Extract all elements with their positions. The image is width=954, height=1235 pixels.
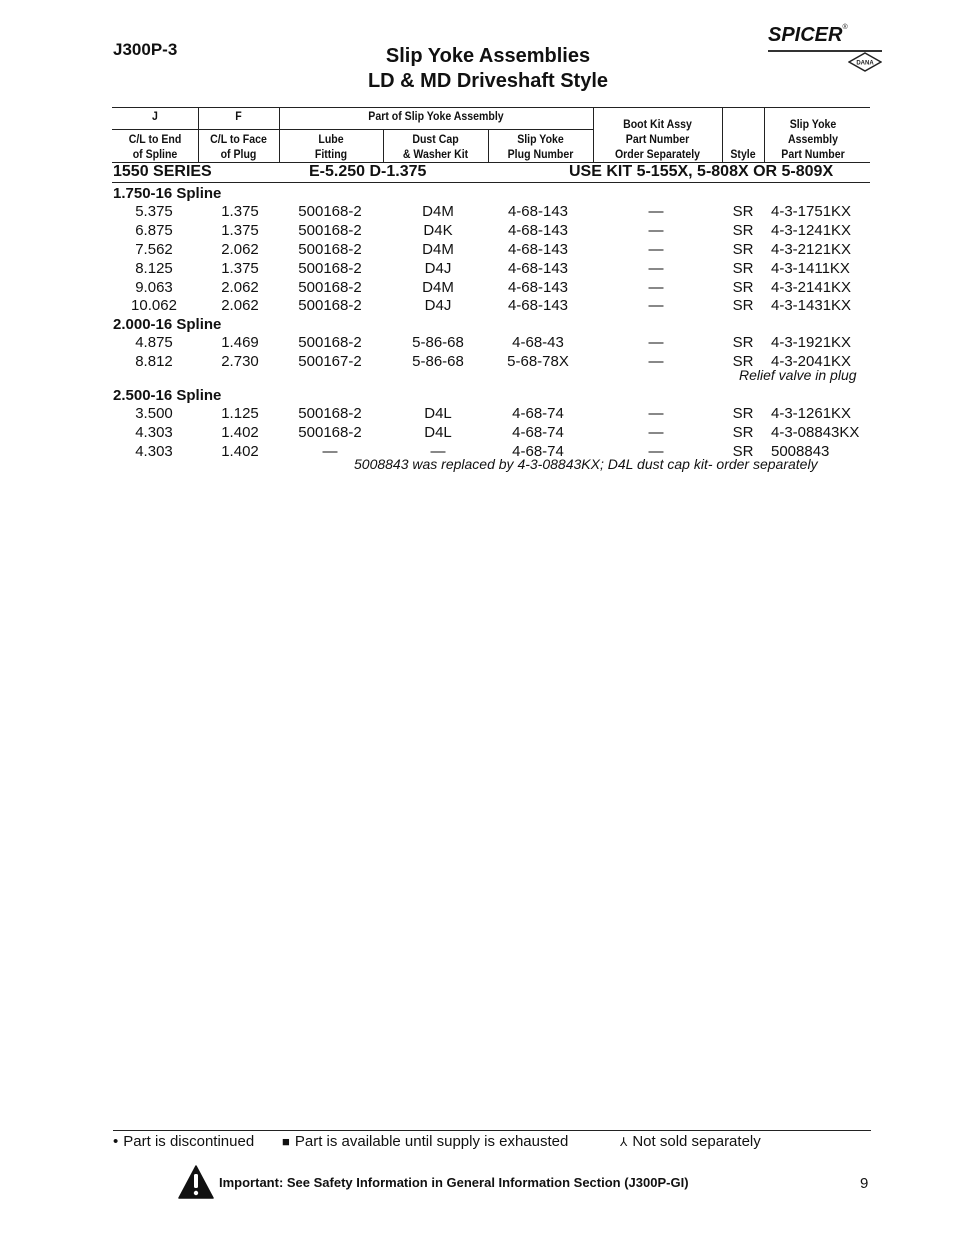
- cell-plug: 4-68-74: [512, 443, 564, 460]
- legend-supply-exhausted: ■ Part is available until supply is exhausted: [282, 1133, 569, 1150]
- header-style: Style: [730, 147, 756, 161]
- series-bottom-rule: [112, 182, 870, 183]
- header-j: J: [152, 109, 158, 123]
- cell-boot: —: [648, 279, 664, 296]
- legend-discontinued: • Part is discontinued: [113, 1133, 255, 1150]
- cell-part: 4-3-08843KX: [771, 424, 860, 441]
- cell-boot: —: [648, 203, 664, 220]
- column-divider: [764, 107, 765, 162]
- header-assembly-part: Slip Yoke Assembly Part Number: [781, 117, 845, 161]
- cell-plug: 4-68-43: [512, 334, 564, 351]
- cell-f: 1.375: [221, 222, 259, 239]
- logo-brand-text: SPICER: [768, 24, 843, 46]
- cell-lube: 500167-2: [298, 353, 362, 370]
- square-icon: ■: [282, 1134, 290, 1149]
- cell-f: 2.062: [221, 279, 259, 296]
- cell-f: 1.375: [221, 260, 259, 277]
- cell-part: 4-3-2121KX: [771, 241, 852, 258]
- spline-group-label: 2.000-16 Spline: [113, 316, 222, 333]
- cell-boot: —: [648, 241, 664, 258]
- cell-boot: —: [648, 334, 664, 351]
- cell-j: 8.125: [135, 260, 173, 277]
- cell-lube: 500168-2: [298, 405, 362, 422]
- page-number: 9: [860, 1175, 869, 1192]
- cell-dust: D4K: [423, 222, 453, 239]
- table-top-rule: [112, 107, 870, 108]
- header-lube-fitting: Lube Fitting: [314, 132, 348, 161]
- important-safety-notice: Important: See Safety Information in General Information Section (J300P-GI): [219, 1175, 689, 1190]
- cell-j: 4.303: [135, 424, 173, 441]
- cell-f: 1.402: [221, 443, 259, 460]
- cell-style: SR: [732, 297, 754, 314]
- warning-icon: [178, 1165, 214, 1199]
- cell-lube: 500168-2: [298, 260, 362, 277]
- cell-f: 1.469: [221, 334, 259, 351]
- cell-style: SR: [732, 443, 754, 460]
- cell-part: 4-3-1751KX: [771, 203, 852, 220]
- cell-dust: D4J: [424, 260, 452, 277]
- cell-j: 3.500: [135, 405, 173, 422]
- cell-plug: 4-68-143: [507, 241, 569, 258]
- column-divider: [593, 107, 594, 162]
- cell-j: 6.875: [135, 222, 173, 239]
- cell-dust: D4L: [424, 424, 452, 441]
- cell-boot: —: [648, 405, 664, 422]
- cell-dust: D4M: [422, 279, 454, 296]
- cell-boot: —: [648, 353, 664, 370]
- cell-lube: 500168-2: [298, 279, 362, 296]
- header-cl-end: C/L to End of Spline: [128, 132, 182, 161]
- cell-f: 2.062: [221, 241, 259, 258]
- cell-part: 4-3-2141KX: [771, 279, 852, 296]
- cell-part: 5008843: [771, 443, 830, 460]
- header-f: F: [235, 109, 242, 123]
- column-divider: [383, 129, 384, 162]
- cell-j: 7.562: [135, 241, 173, 258]
- spicer-logo: [768, 24, 884, 76]
- cell-j: 4.303: [135, 443, 173, 460]
- cell-dust: D4L: [424, 405, 452, 422]
- cell-boot: —: [648, 424, 664, 441]
- cell-lube: 500168-2: [298, 203, 362, 220]
- cell-plug: 5-68-78X: [507, 353, 569, 370]
- cell-style: SR: [732, 203, 754, 220]
- cell-style: SR: [732, 241, 754, 258]
- cell-style: SR: [732, 353, 754, 370]
- cell-lube: 500168-2: [298, 222, 362, 239]
- footer-rule: [113, 1130, 871, 1131]
- header-part-of-assembly: Part of Slip Yoke Assembly: [368, 109, 504, 123]
- cell-plug: 4-68-74: [512, 405, 564, 422]
- cell-j: 10.062: [131, 297, 177, 314]
- cell-style: SR: [732, 260, 754, 277]
- cell-lube: 500168-2: [298, 241, 362, 258]
- series-name: 1550 SERIES: [113, 163, 212, 180]
- document-id: J300P-3: [113, 40, 178, 59]
- cell-j: 4.875: [135, 334, 173, 351]
- cell-style: SR: [732, 424, 754, 441]
- bullet-icon: •: [113, 1133, 119, 1150]
- logo-registered-mark: ®: [842, 24, 848, 31]
- page-title-line-2: LD & MD Driveshaft Style: [367, 70, 609, 92]
- cell-boot: —: [648, 443, 664, 460]
- cell-dust: 5-86-68: [412, 353, 464, 370]
- header-boot-kit: Boot Kit Assy Part Number Order Separately: [614, 117, 701, 161]
- cell-plug: 4-68-143: [507, 203, 569, 220]
- cell-style: SR: [732, 279, 754, 296]
- cell-boot: —: [648, 297, 664, 314]
- caret-icon: ⅄: [620, 1135, 628, 1149]
- cell-dust: D4J: [424, 297, 452, 314]
- legend-not-sold-separately: ⅄ Not sold separately: [620, 1133, 761, 1150]
- cell-lube: 500168-2: [298, 424, 362, 441]
- cell-part: 4-3-1431KX: [771, 297, 852, 314]
- cell-j: 9.063: [135, 279, 173, 296]
- relief-valve-note: Relief valve in plug: [739, 367, 857, 383]
- cell-f: 1.375: [221, 203, 259, 220]
- cell-dust: —: [430, 443, 446, 460]
- cell-boot: —: [648, 260, 664, 277]
- cell-dust: D4M: [422, 203, 454, 220]
- cell-part: 4-3-1241KX: [771, 222, 852, 239]
- cell-f: 1.125: [221, 405, 259, 422]
- cell-style: SR: [732, 222, 754, 239]
- cell-lube: 500168-2: [298, 297, 362, 314]
- spline-group-label: 2.500-16 Spline: [113, 387, 222, 404]
- logo-sub-text: DANA: [856, 60, 874, 67]
- cell-lube: —: [322, 443, 338, 460]
- replacement-note: 5008843 was replaced by 4-3-08843KX; D4L dust cap kit- order separately: [354, 456, 818, 472]
- cell-lube: 500168-2: [298, 334, 362, 351]
- column-divider: [488, 129, 489, 162]
- column-divider: [198, 107, 199, 162]
- cell-dust: D4M: [422, 241, 454, 258]
- header-plug-number: Slip Yoke Plug Number: [507, 132, 574, 161]
- spline-group-label: 1.750-16 Spline: [113, 185, 222, 202]
- cell-plug: 4-68-143: [507, 297, 569, 314]
- cell-part: 4-3-1411KX: [771, 260, 850, 277]
- cell-dust: 5-86-68: [412, 334, 464, 351]
- cell-f: 2.062: [221, 297, 259, 314]
- cell-part: 4-3-2041KX: [771, 353, 852, 370]
- page-title-line-1: Slip Yoke Assemblies: [385, 45, 591, 67]
- cell-f: 2.730: [221, 353, 259, 370]
- column-divider: [279, 107, 280, 162]
- cell-f: 1.402: [221, 424, 259, 441]
- cell-part: 4-3-1261KX: [771, 405, 852, 422]
- cell-plug: 4-68-74: [512, 424, 564, 441]
- cell-j: 5.375: [135, 203, 173, 220]
- cell-plug: 4-68-143: [507, 260, 569, 277]
- cell-boot: —: [648, 222, 664, 239]
- column-divider: [722, 107, 723, 162]
- series-dimensions: E-5.250 D-1.375: [309, 163, 427, 180]
- cell-j: 8.812: [135, 353, 173, 370]
- table-subheader-rule: [112, 129, 593, 130]
- series-kit: USE KIT 5-155X, 5-808X OR 5-809X: [569, 163, 834, 180]
- cell-plug: 4-68-143: [507, 222, 569, 239]
- dana-logo-icon: [848, 52, 882, 72]
- cell-part: 4-3-1921KX: [771, 334, 852, 351]
- cell-plug: 4-68-143: [507, 279, 569, 296]
- header-dust-cap: Dust Cap & Washer Kit: [402, 132, 469, 161]
- cell-style: SR: [732, 334, 754, 351]
- cell-style: SR: [732, 405, 754, 422]
- header-cl-face: C/L to Face of Plug: [210, 132, 267, 161]
